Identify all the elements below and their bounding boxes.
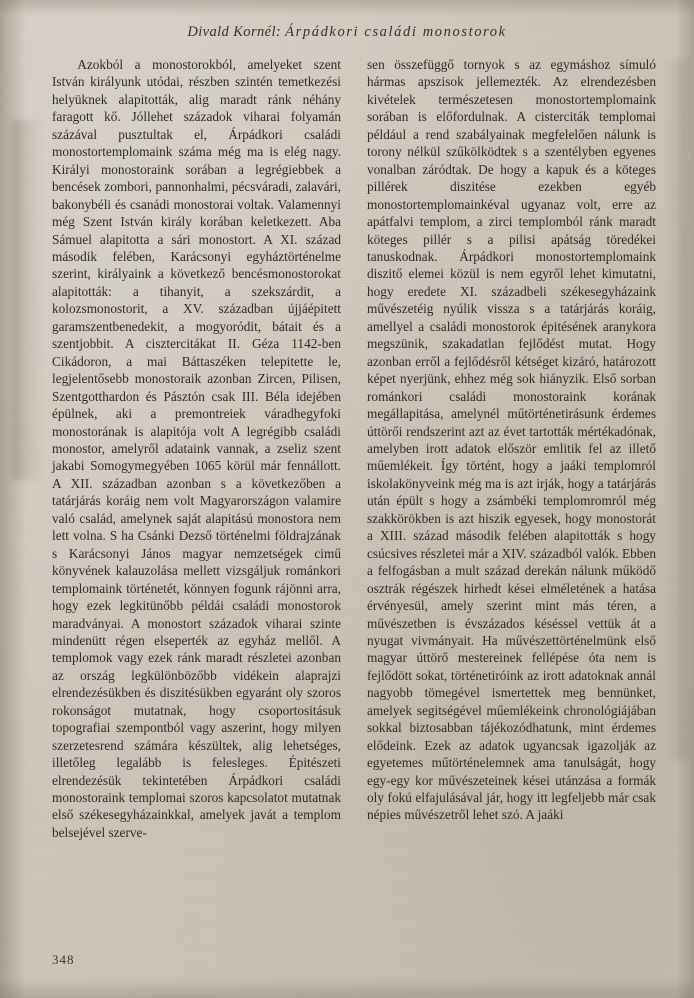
page-edge-shadow-top: [0, 0, 694, 16]
paragraph: Azokból a monostorokból, amelyeket szent István királyunk utódai, részben szintén temetkezési helyüknek alapitották, alig maradt ránk néhány faragott kő. Jóllehet századok viharai folyamán százával pusztultak el, Árpádkori családi monostortemplomaink száma még ma is elég nagy. Királyi monostoraink sorában a legrégiebbek a bencések zombori, pannonhalmi, pécsváradi, zalavári, bakonybéli és csanádi monostorai voltak. Valamennyi még Szent István király korában keletkezett. Aba Sámuel alapitotta a sári monostort. A XI. század második felében, Karácsonyi egyháztörténelme szerint, királyaink a következő bencésmonostorokat alapitották: a tihanyit, a szekszárdit, a kolozsmonostorit, a XV. században újjáépitett garamszentbenedekit, a mogyoródit, bátait és a szentjobbit. A cisztercitákat II. Géza 1142-ben Cikádoron, a mai Báttaszéken telepitette le, legjelentősebb monostoraik azonban Zircen, Pilisen, Szentgotthardon és Pásztón csak III. Béla idejében épülnek, aki a premontreiek váradhegyfoki monostorának is alapitója volt A legrégibb családi monostor, amelyről adataink vannak, a zseliz szent jakabi Somogymegyében 1065 körül már fennállott. A XII. században azonban s a következőben a tatárjárás koráig nem volt Magyarországon valamire való család, amelynek saját alapitású monostora nem lett volna. S ha Csánki Dezső történelmi földrajzának s Karácsonyi János magyar nemzetségek cimű könyvének kalauzolása mellett vizsgáljuk románkori templomaink történetét, könnyen fogunk rájönni arra, hogy ezek legkitünőbb példái családi monostorok maradványai. A monostort századok viharai szinte mindenütt régen elseperték az egyház mellől. A templomok vagy ezek ránk maradt részletei azonban az ország legkülönbözőbb vidékein alaprajzi elrendezésükben és diszitésükben egyaránt oly szoros rokonságot mutatnak, hogy csoportositásuk topografiai szempontból vagy aszerint, hogy milyen szerzetesrend számára készültek, alig lehetséges, illetőleg legalább is felesleges. Épitészeti elrendezésük tekintetében Árpádkori családi monostoraink templomai szoros kapcsolatot mutatnak első székesegyházainkkal, amelyek javát a templom belsejével szerve-: [52, 57, 341, 840]
paper-smudge-right: [664, 60, 686, 760]
page-number: 348: [52, 952, 75, 967]
running-head: [0, 24, 694, 41]
column-right: [367, 56, 656, 940]
page-edge-shadow-right: [676, 0, 694, 998]
paragraph: sen összefüggő tornyok s az egymáshoz símuló hármas apszisok jellemezték. Az elrendezésben kivételek természetesen monostortemplomaink sorában is előfordulnak. A cisterciták templomai például a rend szabályainak megfelelően nálunk is torony nélkül szűkölködtek s a szentélyben egyenes vonalban záródtak. De hogy a kapuk és a köteges pillérek diszitése ezekben egyéb monostortemplomainkéval ugyanaz volt, erre az apátfalvi templom, a zirci templomból ránk maradt köteges pillér s a pilisi apátság töredékei tanuskodnak. Árpádkori monostortemplomaink diszitő elemei közül is nem egyről lehet kimutatni, hogy eredete XI. századbeli székesegyházaink művészetéig nyúlik vissza s a tatárjárás koráig, amellyel a családi monostorok épitésének aranykora megszünik, szakadatlan fejlődést mutat. Hogy azonban erről a fejlődésről kétséget kizáró, határozott képet nyerjünk, ehhez még sok hiányzik. Első sorban románkori családi monostoraink korának megállapitása, amelynél műtörténetirásunk érdemes úttörői rendszerint azt az évet tartották mértékadónak, amelyben irott adatok először emlitik fel az illető műemlékeit. Így történt, hogy a jaáki templomról iskolakönyveink még ma is azt irják, hogy a tatárjárás után épült s hogy a zsámbéki templomromról még szakkörökben is azt hiszik egyesek, hogy monostorát a XIII. század második felében alapitották s hogy csúcsives részletei már a XIV. századból valók. Ebben a felfogásban a mult század derekán nálunk működő osztrák régészek hirhedt kései elméletének a hatása érvényesül, amely szerint mint más téren, a művészetben is évszázados késéssel vettük át a nyugat vivmányait. Ha művészettörténelmünk első magyar úttörő mestereinek fellépése óta nem is fejlődött sokat, történetiróink az irott adatoknak annál nagyobb tömegével ismertettek meg bennünket, amelyek segitségével műemlékeink chronológiájában sokkal biztosabban tájékozódhatunk, mint érdemes elődeink. Ezek az adatok ugyancsak igazolják az egyetemes műtörténelemnek ama tanulságát, hogy egy-egy kor művészeteinek kései utánzása a formák oly fokú elfajulásával jár, hogy itt legfeljebb már csak népies művészetről lehet szó. A jaáki: [367, 57, 656, 823]
page-edge-shadow-bottom: [0, 978, 694, 998]
column-left: [52, 56, 341, 940]
running-head-author: Divald Kornél:: [187, 24, 282, 40]
page-edge-shadow-left: [0, 0, 26, 998]
text-columns: [52, 56, 656, 940]
paper-smudge-left: [12, 120, 42, 480]
running-head-title: Árpádkori családi monostorok: [285, 24, 507, 40]
